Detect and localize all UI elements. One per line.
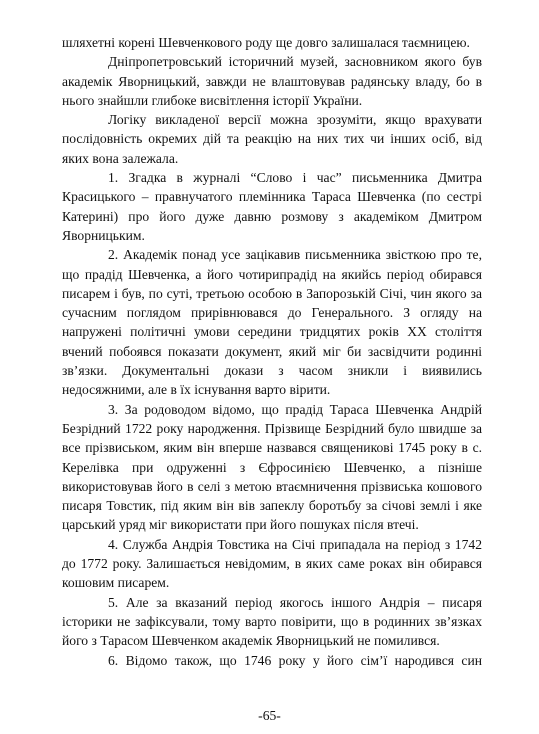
body-text (62, 33, 482, 670)
paragraph-item-2: 2. Академік понад усе зацікавив письменника звісткою про те, що прадід Шевченка, а його чотирипрадід на якийсь період обирався писарем і був, по суті, третьою особою в Запорозькій Січі, чин якого за сучасним поглядом прирівнювався до Генерального. З огляду на напружені політичні умови середини тридцятих років ХХ століття вчений побоявся показати документ, який міг би засвідчити родинні зв’язки. Документальні докази з часом зникли і виявились недосяжними, але в їх існування варто вірити. (62, 247, 482, 398)
paragraph-museum: Дніпропетровський історичний музей, засновником якого був академік Яворницький, завжди не влаштовував радянську владу, бо в нього знайшли глибоке висвітлення історії України. (62, 54, 482, 108)
paragraph-item-5: 5. Але за вказаний період якогось іншого Андрія – писаря історики не зафіксували, тому варто повірити, що в родинних зв’язках його з Тарасом Шевченком академік Яворницький не помилився. (62, 594, 482, 649)
paragraph-logic: Логіку викладеної версії можна зрозуміти, якщо врахувати послідовність окремих дій та реакцію на них тих чи інших осіб, від яких вона залежала. (62, 112, 482, 166)
paragraph-continuation: шляхетні корені Шевченкового роду ще довго залишалася таємницею. (62, 35, 470, 50)
paragraph-item-3: 3. За родоводом відомо, що прадід Тараса Шевченка Андрій Безрідний 1722 року народження. Прізвище Безрідний було швидше за все прізвиськом, яким він вперше назвався священикові 1745 року в с. Керелівка при одруженні з Єфросинією Шевченко, а пізніше використовував його в селі з метою втаємничення прізвиська кошового писаря Товстик, під яким він вів запеклу боротьбу за січові землі і яке царський уряд міг використати при його пошуках після втечі. (62, 401, 482, 533)
page-number: -65- (258, 708, 281, 723)
paragraph-item-4: 4. Служба Андрія Товстика на Січі припадала на період з 1742 до 1772 року. Залишається невідомим, в яких саме роках він обирався кошовим писарем. (62, 536, 482, 591)
paragraph-item-6: 6. Відомо також, що 1746 року у його сім’ї народився син (108, 652, 482, 668)
paragraph-item-1: 1. Згадка в журналі “Слово і час” письменника Дмитра Красицького – правнучатого племінника Тараса Шевченка (по сестрі Катерині) про його дуже давню розмову з академіком Дмитром Яворницьким. (62, 170, 482, 243)
